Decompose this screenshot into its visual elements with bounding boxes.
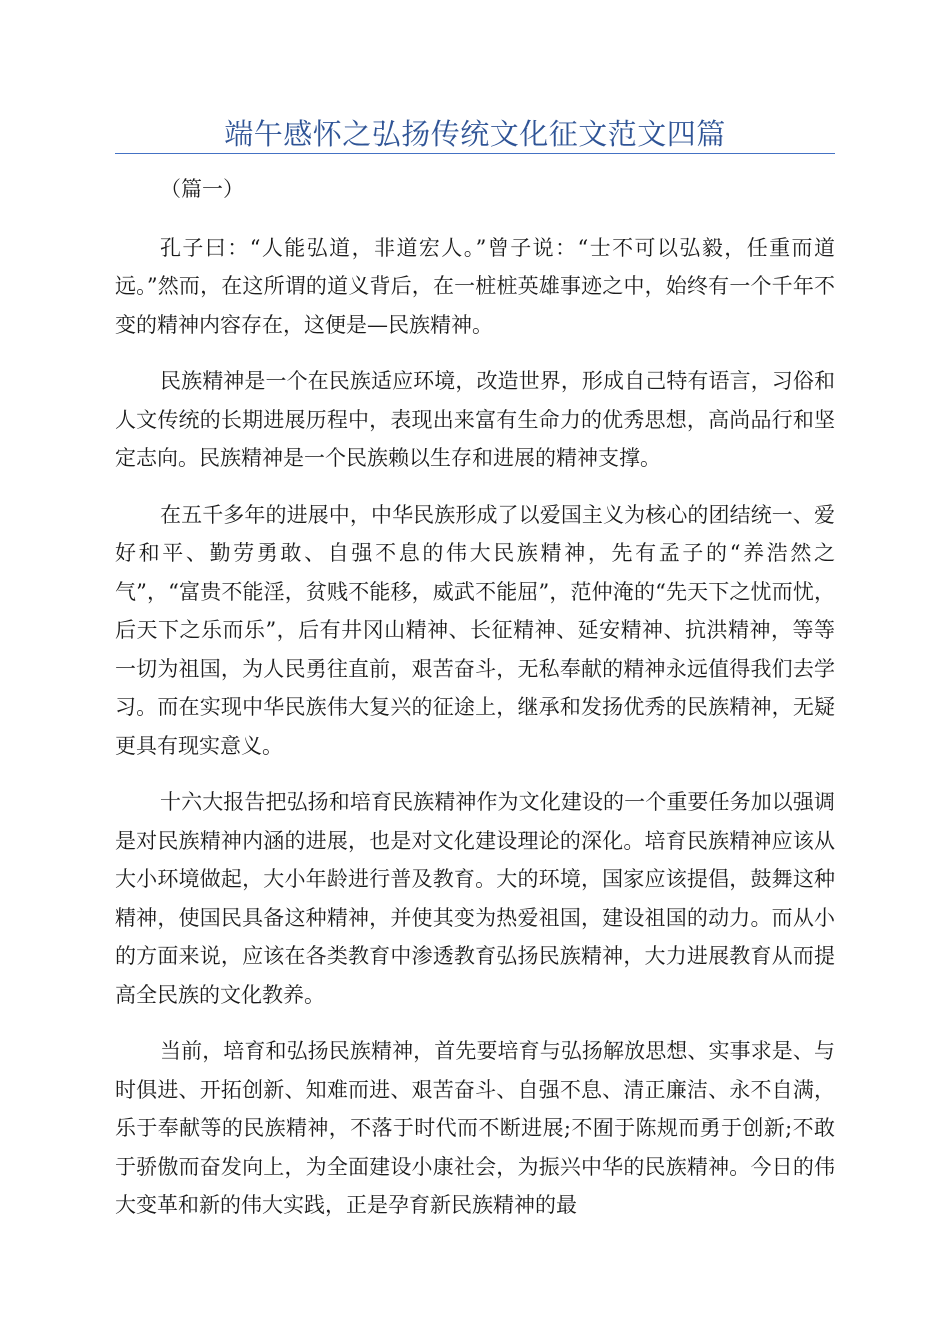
title-underline <box>115 153 835 154</box>
document-body <box>115 170 835 1243</box>
paragraph-1: 孔子曰：“人能弘道，非道宏人。”曾子说：“士不可以弘毅，任重而道远。”然而，在这所谓的道义背后，在一桩桩英雄事迹之中，始终有一个千年不变的精神内容存在，这便是—民族精神。 <box>115 235 835 337</box>
paragraph-5: 当前，培育和弘扬民族精神，首先要培育与弘扬解放思想、实事求是、与时俱进、开拓创新、知难而进、艰苦奋斗、自强不息、清正廉洁、永不自满，乐于奉献等的民族精神，不落于时代而不断进展;不囿于陈规而勇于创新;不敢于骄傲而奋发向上，为全面建设小康社会，为振兴中华的民族精神。今日的伟大变革和新的伟大实践，正是孕育新民族精神的最 <box>115 1039 835 1217</box>
section-label: （篇一） <box>160 177 244 201</box>
document-title: 端午感怀之弘扬传统文化征文范文四篇 <box>224 117 726 151</box>
paragraph-3: 在五千多年的进展中，中华民族形成了以爱国主义为核心的团结统一、爱好和平、勤劳勇敢、自强不息的伟大民族精神，先有孟子的“养浩然之气”，“富贵不能淫，贫贱不能移，威武不能屈”，范仲淹的“先天下之忧而忧，后天下之乐而乐”，后有井冈山精神、长征精神、延安精神、抗洪精神，等等一切为祖国，为人民勇往直前，艰苦奋斗，无私奉献的精神永远值得我们去学习。而在实现中华民族伟大复兴的征途上，继承和发扬优秀的民族精神，无疑更具有现实意义。 <box>115 502 835 758</box>
paragraph-2: 民族精神是一个在民族适应环境，改造世界，形成自己特有语言，习俗和人文传统的长期进展历程中，表现出来富有生命力的优秀思想，高尚品行和坚定志向。民族精神是一个民族赖以生存和进展的精神支撑。 <box>115 369 835 470</box>
paragraph-4: 十六大报告把弘扬和培育民族精神作为文化建设的一个重要任务加以强调是对民族精神内涵的进展，也是对文化建设理论的深化。培育民族精神应该从大小环境做起，大小年龄进行普及教育。大的环境，国家应该提倡，鼓舞这种精神，使国民具备这种精神，并使其变为热爱祖国，建设祖国的动力。而从小的方面来说，应该在各类教育中渗透教育弘扬民族精神，大力进展教育从而提高全民族的文化教养。 <box>115 790 835 1007</box>
